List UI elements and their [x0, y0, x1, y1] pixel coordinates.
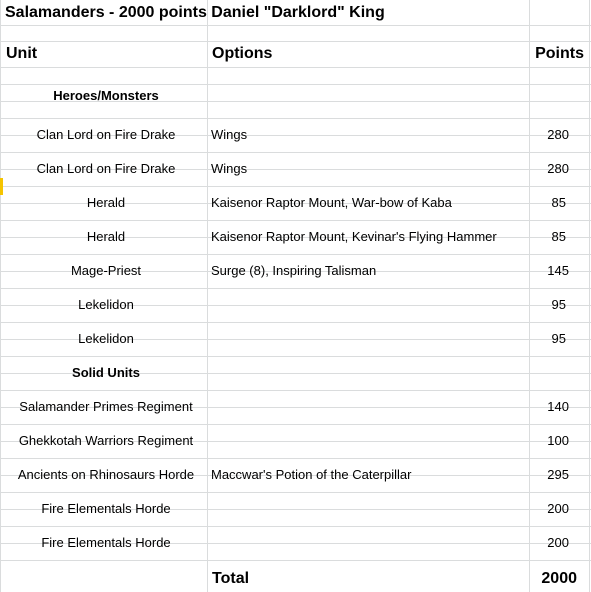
- gridline: [0, 220, 591, 221]
- unit-cell[interactable]: Ghekkotah Warriors Regiment: [18, 433, 194, 448]
- unit-cell[interactable]: Clan Lord on Fire Drake: [36, 127, 176, 142]
- gridline: [0, 84, 591, 85]
- unit-cell[interactable]: Fire Elementals Horde: [41, 535, 171, 550]
- gridline: [0, 424, 591, 425]
- gridline: [0, 356, 591, 357]
- points-cell[interactable]: 280: [547, 127, 569, 142]
- header-unit[interactable]: Unit: [6, 45, 38, 62]
- unit-cell[interactable]: Lekelidon: [78, 297, 134, 312]
- gridline: [0, 41, 591, 42]
- sheet-title[interactable]: Salamanders - 2000 points Daniel "Darklord" King: [5, 4, 385, 21]
- points-cell[interactable]: 95: [551, 297, 566, 312]
- gridline: [0, 186, 591, 187]
- points-cell[interactable]: 280: [547, 161, 569, 176]
- points-cell[interactable]: 100: [547, 433, 569, 448]
- section-heroes-monsters[interactable]: Heroes/Monsters: [53, 88, 159, 103]
- gridline: [0, 25, 591, 26]
- options-cell[interactable]: Maccwar's Potion of the Caterpillar: [211, 467, 412, 482]
- points-cell[interactable]: 295: [547, 467, 569, 482]
- gridline: [0, 67, 591, 68]
- gridline: [0, 254, 591, 255]
- gridline: [0, 152, 591, 153]
- gridline: [0, 118, 591, 119]
- unit-cell[interactable]: Mage-Priest: [70, 263, 142, 278]
- unit-cell[interactable]: Herald: [86, 195, 126, 210]
- header-options[interactable]: Options: [212, 45, 273, 62]
- points-cell[interactable]: 200: [547, 501, 569, 516]
- points-cell[interactable]: 85: [551, 195, 566, 210]
- total-value[interactable]: 2000: [541, 570, 577, 587]
- unit-cell[interactable]: Lekelidon: [78, 331, 134, 346]
- unit-cell[interactable]: Clan Lord on Fire Drake: [36, 161, 176, 176]
- options-cell[interactable]: Kaisenor Raptor Mount, Kevinar's Flying Hammer: [211, 229, 497, 244]
- points-cell[interactable]: 200: [547, 535, 569, 550]
- gridline: [0, 288, 591, 289]
- options-cell[interactable]: Kaisenor Raptor Mount, War-bow of Kaba: [211, 195, 452, 210]
- points-cell[interactable]: 95: [551, 331, 566, 346]
- options-cell[interactable]: Surge (8), Inspiring Talisman: [211, 263, 377, 278]
- points-cell[interactable]: 145: [547, 263, 569, 278]
- total-label[interactable]: Total: [212, 570, 250, 587]
- unit-cell[interactable]: Fire Elementals Horde: [41, 501, 171, 516]
- points-cell[interactable]: 85: [551, 229, 566, 244]
- gridline: [589, 0, 590, 592]
- unit-cell[interactable]: Ancients on Rhinosaurs Horde: [17, 467, 195, 482]
- active-row-marker: [0, 178, 3, 195]
- header-points[interactable]: Points: [535, 45, 584, 62]
- options-cell[interactable]: Wings: [211, 127, 248, 142]
- gridline: [0, 322, 591, 323]
- points-cell[interactable]: 140: [547, 399, 569, 414]
- gridline: [0, 526, 591, 527]
- gridline: [0, 390, 591, 391]
- gridline: [0, 560, 591, 561]
- unit-cell[interactable]: Herald: [86, 229, 126, 244]
- gridline: [0, 458, 591, 459]
- options-cell[interactable]: Wings: [211, 161, 248, 176]
- unit-cell[interactable]: Salamander Primes Regiment: [19, 399, 193, 414]
- gridline: [0, 492, 591, 493]
- section-solid-units[interactable]: Solid Units: [72, 365, 140, 380]
